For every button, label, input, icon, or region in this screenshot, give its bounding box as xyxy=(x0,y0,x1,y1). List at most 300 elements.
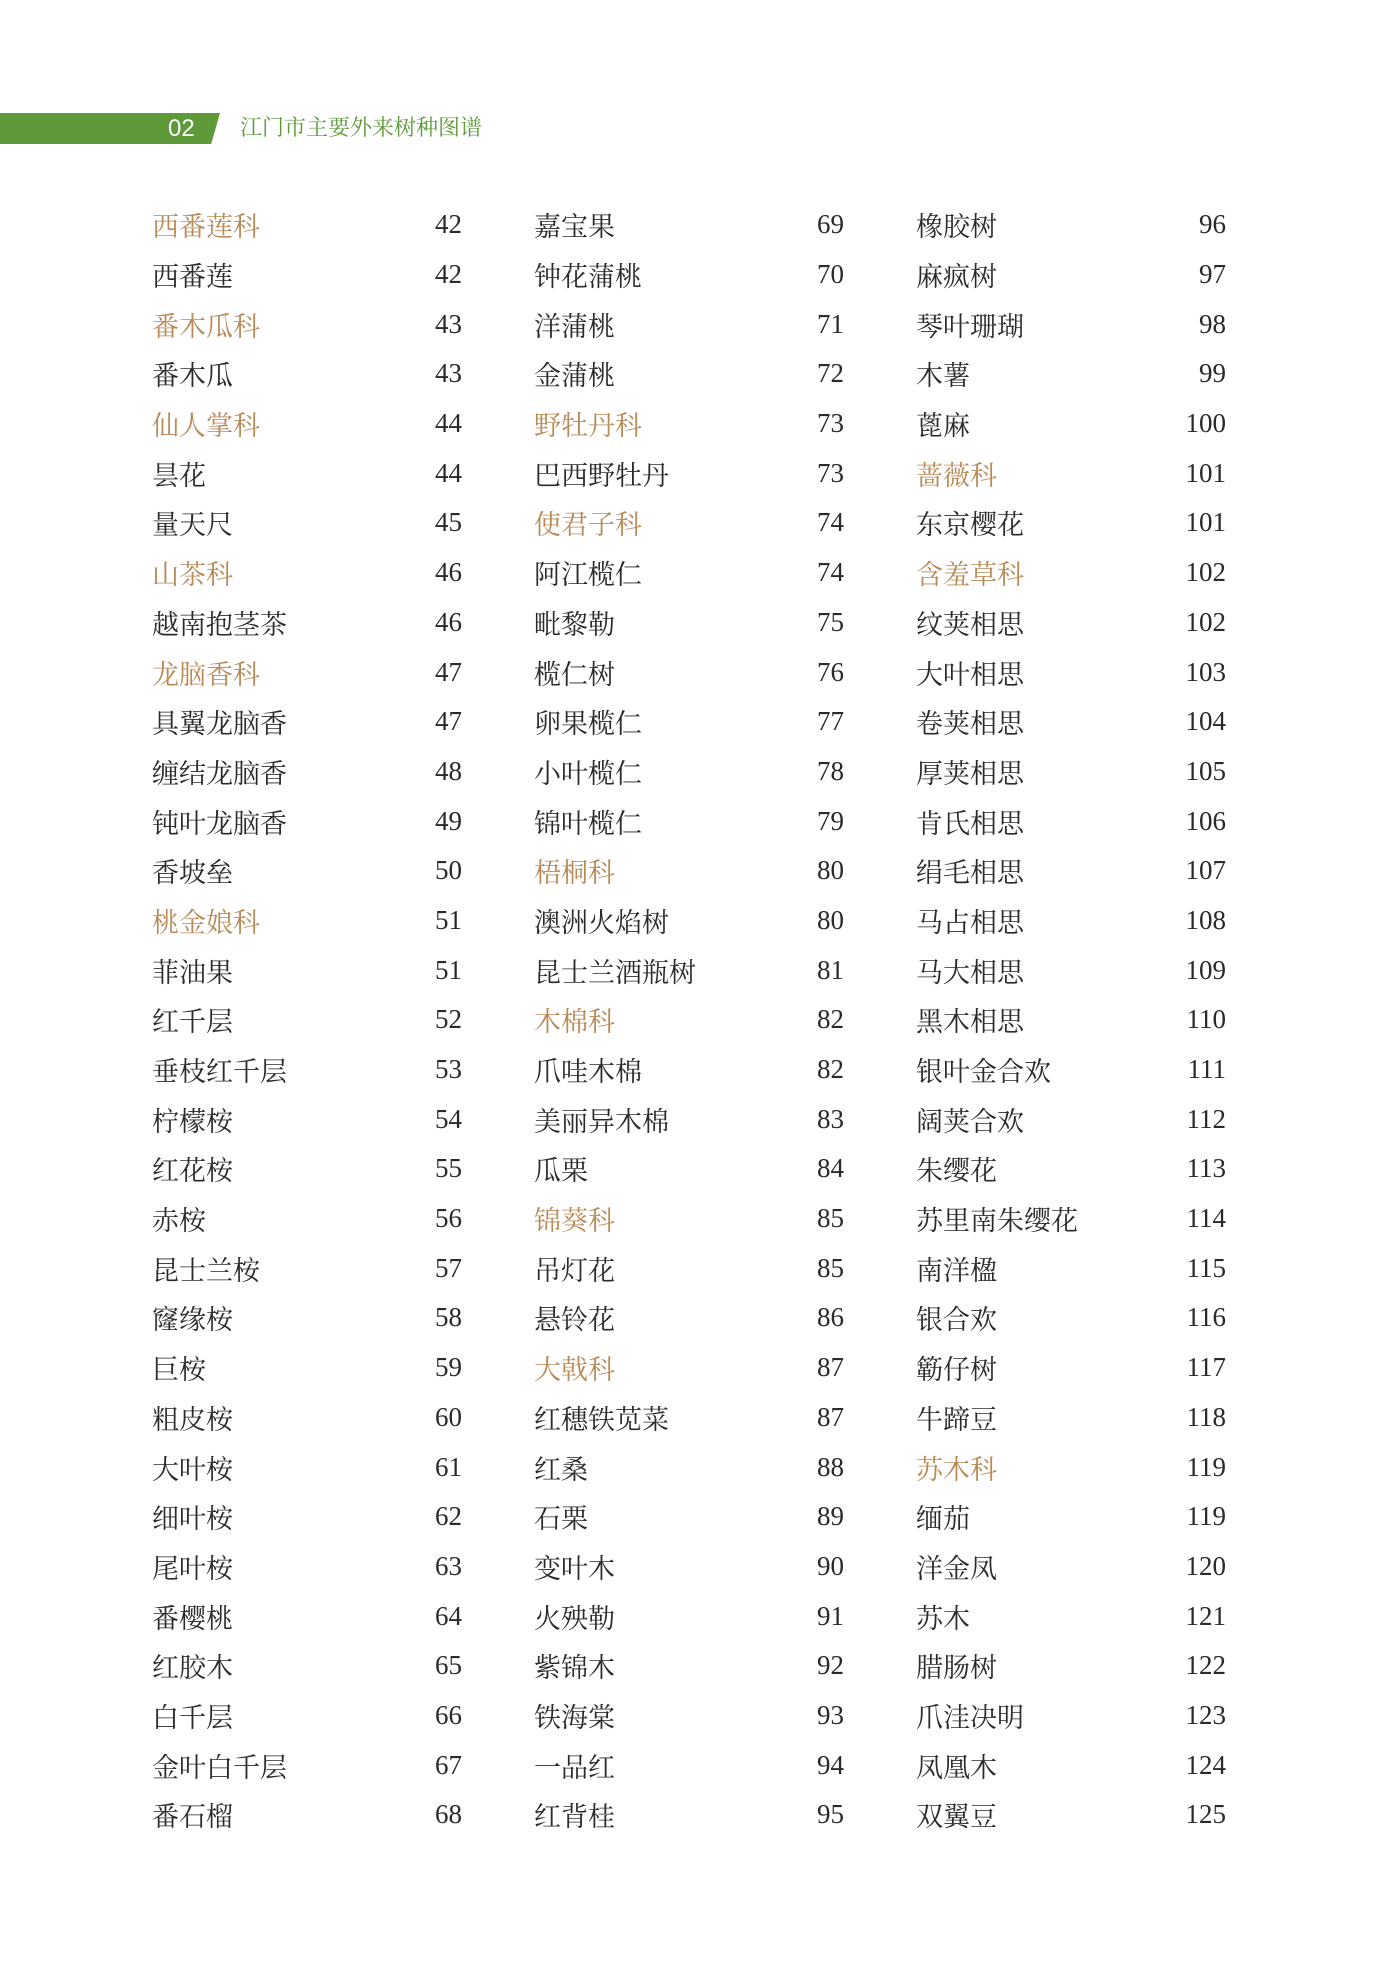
page-ref: 87 xyxy=(817,1401,844,1432)
page-ref: 74 xyxy=(817,557,844,588)
toc-species-entry[interactable] xyxy=(152,1144,462,1194)
species-name: 黑木相思 xyxy=(916,1007,1024,1039)
toc-species-entry[interactable] xyxy=(534,200,844,250)
page-ref: 78 xyxy=(817,755,844,786)
species-name: 瓜栗 xyxy=(534,1156,588,1188)
species-name: 尾叶桉 xyxy=(152,1553,233,1585)
species-name: 银叶金合欢 xyxy=(916,1057,1051,1089)
page-ref: 115 xyxy=(1186,1252,1226,1283)
toc-species-entry[interactable] xyxy=(152,796,462,846)
species-name: 钟花蒲桃 xyxy=(534,262,642,294)
family-name: 山茶科 xyxy=(152,560,233,592)
toc-species-entry[interactable] xyxy=(152,1641,462,1691)
toc-family-entry[interactable] xyxy=(152,299,462,349)
species-name: 卵果榄仁 xyxy=(534,709,642,741)
toc-family-entry[interactable] xyxy=(916,1442,1226,1492)
page-ref: 63 xyxy=(435,1550,462,1581)
page-ref: 71 xyxy=(817,308,844,339)
species-name: 昙花 xyxy=(152,460,206,492)
toc-species-entry[interactable] xyxy=(534,896,844,946)
family-name: 木棉科 xyxy=(534,1007,615,1039)
toc-column-2 xyxy=(534,200,844,1840)
page-ref: 112 xyxy=(1186,1103,1226,1134)
species-name: 大叶相思 xyxy=(916,659,1024,691)
page-ref: 95 xyxy=(817,1799,844,1830)
toc-species-entry[interactable] xyxy=(916,1691,1226,1741)
toc-species-entry[interactable] xyxy=(916,1542,1226,1592)
toc-species-entry[interactable] xyxy=(534,1442,844,1492)
page-ref: 109 xyxy=(1185,954,1226,985)
species-name: 越南抱茎茶 xyxy=(152,609,287,641)
family-name: 野牡丹科 xyxy=(534,411,642,443)
toc-species-entry[interactable] xyxy=(152,1790,462,1840)
species-name: 凤凰木 xyxy=(916,1752,997,1784)
toc-species-entry[interactable] xyxy=(916,1641,1226,1691)
toc-species-entry[interactable] xyxy=(534,647,844,697)
toc-species-entry[interactable] xyxy=(152,1343,462,1393)
species-name: 橡胶树 xyxy=(916,212,997,244)
toc-species-entry[interactable] xyxy=(916,1393,1226,1443)
toc-family-entry[interactable] xyxy=(152,548,462,598)
page-ref: 121 xyxy=(1185,1600,1226,1631)
toc-species-entry[interactable] xyxy=(916,299,1226,349)
page-ref: 42 xyxy=(435,209,462,240)
family-name: 梧桐科 xyxy=(534,858,615,890)
page-ref: 85 xyxy=(817,1203,844,1234)
toc-species-entry[interactable] xyxy=(534,1293,844,1343)
toc-species-entry[interactable] xyxy=(152,1740,462,1790)
table-of-contents xyxy=(152,200,1232,1850)
family-name: 龙脑香科 xyxy=(152,659,260,691)
page-ref: 114 xyxy=(1186,1203,1226,1234)
toc-species-entry[interactable] xyxy=(534,1045,844,1095)
toc-species-entry[interactable] xyxy=(916,945,1226,995)
species-name: 红胶木 xyxy=(152,1653,233,1685)
species-name: 缠结龙脑香 xyxy=(152,758,287,790)
family-name: 锦葵科 xyxy=(534,1206,615,1238)
toc-species-entry[interactable] xyxy=(152,697,462,747)
species-name: 红穗铁苋菜 xyxy=(534,1404,669,1436)
toc-species-entry[interactable] xyxy=(152,1243,462,1293)
page-ref: 76 xyxy=(817,656,844,687)
species-name: 垂枝红千层 xyxy=(152,1057,287,1089)
species-name: 缅茄 xyxy=(916,1504,970,1536)
page-ref: 57 xyxy=(435,1252,462,1283)
family-name: 使君子科 xyxy=(534,510,642,542)
toc-family-entry[interactable] xyxy=(152,896,462,946)
species-name: 火殃勒 xyxy=(534,1603,615,1635)
species-name: 铁海棠 xyxy=(534,1702,615,1734)
page-ref: 119 xyxy=(1186,1501,1226,1532)
page-ref: 124 xyxy=(1185,1749,1226,1780)
page-ref: 74 xyxy=(817,507,844,538)
species-name: 澳洲火焰树 xyxy=(534,907,669,939)
toc-species-entry[interactable] xyxy=(152,1492,462,1542)
page-ref: 42 xyxy=(435,259,462,290)
species-name: 红桑 xyxy=(534,1454,588,1486)
page-ref: 81 xyxy=(817,954,844,985)
book-title: 江门市主要外来树种图谱 xyxy=(240,116,483,141)
page-ref: 102 xyxy=(1185,557,1226,588)
toc-species-entry[interactable] xyxy=(152,747,462,797)
toc-species-entry[interactable] xyxy=(534,1542,844,1592)
page-ref: 82 xyxy=(817,1054,844,1085)
toc-species-entry[interactable] xyxy=(916,1790,1226,1840)
toc-species-entry[interactable] xyxy=(916,250,1226,300)
page-ref: 73 xyxy=(817,408,844,439)
toc-species-entry[interactable] xyxy=(534,349,844,399)
species-name: 细叶桉 xyxy=(152,1504,233,1536)
toc-family-entry[interactable] xyxy=(152,399,462,449)
family-name: 蔷薇科 xyxy=(916,460,997,492)
toc-family-entry[interactable] xyxy=(152,647,462,697)
species-name: 腊肠树 xyxy=(916,1653,997,1685)
species-name: 红千层 xyxy=(152,1007,233,1039)
page-ref: 105 xyxy=(1185,755,1226,786)
toc-column-1 xyxy=(152,200,462,1840)
toc-species-entry[interactable] xyxy=(916,1243,1226,1293)
page-ref: 103 xyxy=(1185,656,1226,687)
toc-family-entry[interactable] xyxy=(534,995,844,1045)
species-name: 马占相思 xyxy=(916,907,1024,939)
species-name: 肯氏相思 xyxy=(916,808,1024,840)
toc-family-entry[interactable] xyxy=(916,548,1226,598)
page-ref: 86 xyxy=(817,1302,844,1333)
toc-species-entry[interactable] xyxy=(534,299,844,349)
toc-species-entry[interactable] xyxy=(152,1094,462,1144)
page-ref: 119 xyxy=(1186,1451,1226,1482)
species-name: 卷荚相思 xyxy=(916,709,1024,741)
toc-species-entry[interactable] xyxy=(916,598,1226,648)
page-ref: 56 xyxy=(435,1203,462,1234)
page-ref: 99 xyxy=(1199,358,1226,389)
species-name: 西番莲 xyxy=(152,262,233,294)
species-name: 悬铃花 xyxy=(534,1305,615,1337)
page-ref: 101 xyxy=(1185,457,1226,488)
species-name: 阔荚合欢 xyxy=(916,1106,1024,1138)
toc-species-entry[interactable] xyxy=(916,647,1226,697)
toc-species-entry[interactable] xyxy=(152,846,462,896)
species-name: 朱缨花 xyxy=(916,1156,997,1188)
page-ref: 90 xyxy=(817,1550,844,1581)
toc-species-entry[interactable] xyxy=(916,896,1226,946)
species-name: 榄仁树 xyxy=(534,659,615,691)
page-ref: 55 xyxy=(435,1153,462,1184)
species-name: 牛蹄豆 xyxy=(916,1404,997,1436)
page-ref: 98 xyxy=(1199,308,1226,339)
species-name: 金蒲桃 xyxy=(534,361,615,393)
page-ref: 54 xyxy=(435,1103,462,1134)
toc-species-entry[interactable] xyxy=(916,349,1226,399)
toc-species-entry[interactable] xyxy=(152,1293,462,1343)
toc-species-entry[interactable] xyxy=(534,1144,844,1194)
toc-species-entry[interactable] xyxy=(916,697,1226,747)
toc-species-entry[interactable] xyxy=(534,1492,844,1542)
toc-species-entry[interactable] xyxy=(534,448,844,498)
species-name: 石栗 xyxy=(534,1504,588,1536)
page-ref: 60 xyxy=(435,1401,462,1432)
page-ref: 72 xyxy=(817,358,844,389)
species-name: 钝叶龙脑香 xyxy=(152,808,287,840)
toc-species-entry[interactable] xyxy=(916,1740,1226,1790)
page-header xyxy=(0,113,600,144)
page-ref: 67 xyxy=(435,1749,462,1780)
species-name: 番木瓜 xyxy=(152,361,233,393)
species-name: 东京樱花 xyxy=(916,510,1024,542)
page-ref: 106 xyxy=(1185,805,1226,836)
page-ref: 77 xyxy=(817,706,844,737)
page-ref: 45 xyxy=(435,507,462,538)
toc-family-entry[interactable] xyxy=(534,1343,844,1393)
page-ref: 68 xyxy=(435,1799,462,1830)
toc-species-entry[interactable] xyxy=(916,1194,1226,1244)
species-name: 巴西野牡丹 xyxy=(534,460,669,492)
species-name: 赤桉 xyxy=(152,1206,206,1238)
species-name: 蓖麻 xyxy=(916,411,970,443)
toc-species-entry[interactable] xyxy=(916,1045,1226,1095)
toc-species-entry[interactable] xyxy=(152,448,462,498)
page-ref: 100 xyxy=(1185,408,1226,439)
family-name: 苏木科 xyxy=(916,1454,997,1486)
page-ref: 49 xyxy=(435,805,462,836)
species-name: 红花桉 xyxy=(152,1156,233,1188)
toc-species-entry[interactable] xyxy=(534,796,844,846)
species-name: 紫锦木 xyxy=(534,1653,615,1685)
toc-species-entry[interactable] xyxy=(152,598,462,648)
page-ref: 111 xyxy=(1187,1054,1226,1085)
toc-species-entry[interactable] xyxy=(152,1194,462,1244)
page-ref: 120 xyxy=(1185,1550,1226,1581)
page-ref: 66 xyxy=(435,1699,462,1730)
species-name: 阿江榄仁 xyxy=(534,560,642,592)
page-ref: 91 xyxy=(817,1600,844,1631)
page-ref: 82 xyxy=(817,1004,844,1035)
species-name: 白千层 xyxy=(152,1702,233,1734)
toc-family-entry[interactable] xyxy=(916,448,1226,498)
page-ref: 122 xyxy=(1185,1650,1226,1681)
toc-species-entry[interactable] xyxy=(534,250,844,300)
page-ref: 70 xyxy=(817,259,844,290)
page-ref: 117 xyxy=(1186,1352,1226,1383)
toc-species-entry[interactable] xyxy=(152,995,462,1045)
family-name: 西番莲科 xyxy=(152,212,260,244)
toc-family-entry[interactable] xyxy=(534,399,844,449)
page-ref: 59 xyxy=(435,1352,462,1383)
species-name: 巨桉 xyxy=(152,1355,206,1387)
toc-species-entry[interactable] xyxy=(534,945,844,995)
toc-family-entry[interactable] xyxy=(534,846,844,896)
page-ref: 102 xyxy=(1185,606,1226,637)
toc-species-entry[interactable] xyxy=(916,1094,1226,1144)
page-ref: 47 xyxy=(435,656,462,687)
page-ref: 51 xyxy=(435,904,462,935)
toc-species-entry[interactable] xyxy=(534,1641,844,1691)
toc-species-entry[interactable] xyxy=(152,349,462,399)
species-name: 吊灯花 xyxy=(534,1255,615,1287)
toc-species-entry[interactable] xyxy=(916,1293,1226,1343)
page-ref: 65 xyxy=(435,1650,462,1681)
page-ref: 62 xyxy=(435,1501,462,1532)
page-ref: 113 xyxy=(1186,1153,1226,1184)
page-ref: 47 xyxy=(435,706,462,737)
toc-species-entry[interactable] xyxy=(916,796,1226,846)
page-ref: 51 xyxy=(435,954,462,985)
toc-species-entry[interactable] xyxy=(152,1393,462,1443)
toc-species-entry[interactable] xyxy=(534,1691,844,1741)
page-ref: 87 xyxy=(817,1352,844,1383)
page-ref: 85 xyxy=(817,1252,844,1283)
toc-species-entry[interactable] xyxy=(916,747,1226,797)
species-name: 麻疯树 xyxy=(916,262,997,294)
page-ref: 79 xyxy=(817,805,844,836)
family-name: 桃金娘科 xyxy=(152,907,260,939)
family-name: 番木瓜科 xyxy=(152,311,260,343)
species-name: 双翼豆 xyxy=(916,1802,997,1834)
species-name: 木薯 xyxy=(916,361,970,393)
species-name: 爪哇木棉 xyxy=(534,1057,642,1089)
page-ref: 61 xyxy=(435,1451,462,1482)
species-name: 柠檬桉 xyxy=(152,1106,233,1138)
species-name: 大叶桉 xyxy=(152,1454,233,1486)
page-ref: 108 xyxy=(1185,904,1226,935)
species-name: 美丽异木棉 xyxy=(534,1106,669,1138)
species-name: 南洋楹 xyxy=(916,1255,997,1287)
page-ref: 53 xyxy=(435,1054,462,1085)
page-ref: 69 xyxy=(817,209,844,240)
species-name: 银合欢 xyxy=(916,1305,997,1337)
page-ref: 116 xyxy=(1186,1302,1226,1333)
species-name: 昆士兰酒瓶树 xyxy=(534,957,696,989)
species-name: 爪洼决明 xyxy=(916,1702,1024,1734)
page-ref: 125 xyxy=(1185,1799,1226,1830)
species-name: 毗黎勒 xyxy=(534,609,615,641)
species-name: 小叶榄仁 xyxy=(534,758,642,790)
species-name: 番樱桃 xyxy=(152,1603,233,1635)
page-ref: 92 xyxy=(817,1650,844,1681)
species-name: 番石榴 xyxy=(152,1802,233,1834)
toc-species-entry[interactable] xyxy=(916,1591,1226,1641)
family-name: 仙人掌科 xyxy=(152,411,260,443)
species-name: 窿缘桉 xyxy=(152,1305,233,1337)
page-ref: 107 xyxy=(1185,855,1226,886)
page-ref: 64 xyxy=(435,1600,462,1631)
page-ref: 80 xyxy=(817,855,844,886)
toc-species-entry[interactable] xyxy=(534,548,844,598)
family-name: 大戟科 xyxy=(534,1355,615,1387)
page-ref: 83 xyxy=(817,1103,844,1134)
species-name: 苏里南朱缨花 xyxy=(916,1206,1078,1238)
page-ref: 94 xyxy=(817,1749,844,1780)
page-ref: 93 xyxy=(817,1699,844,1730)
page-ref: 89 xyxy=(817,1501,844,1532)
family-name: 含羞草科 xyxy=(916,560,1024,592)
page-ref: 52 xyxy=(435,1004,462,1035)
toc-column-3 xyxy=(916,200,1226,1840)
species-name: 香坡垒 xyxy=(152,858,233,890)
species-name: 洋蒲桃 xyxy=(534,311,615,343)
toc-species-entry[interactable] xyxy=(534,1094,844,1144)
toc-species-entry[interactable] xyxy=(534,1591,844,1641)
toc-species-entry[interactable] xyxy=(534,1790,844,1840)
page-ref: 123 xyxy=(1185,1699,1226,1730)
toc-species-entry[interactable] xyxy=(152,1591,462,1641)
page-ref: 73 xyxy=(817,457,844,488)
page-ref: 88 xyxy=(817,1451,844,1482)
page-ref: 44 xyxy=(435,457,462,488)
species-name: 锦叶榄仁 xyxy=(534,808,642,840)
species-name: 绢毛相思 xyxy=(916,858,1024,890)
toc-species-entry[interactable] xyxy=(152,1542,462,1592)
toc-species-entry[interactable] xyxy=(534,1740,844,1790)
toc-species-entry[interactable] xyxy=(152,1691,462,1741)
toc-species-entry[interactable] xyxy=(916,1343,1226,1393)
species-name: 变叶木 xyxy=(534,1553,615,1585)
page-ref: 44 xyxy=(435,408,462,439)
species-name: 簕仔树 xyxy=(916,1355,997,1387)
page-ref: 43 xyxy=(435,358,462,389)
species-name: 嘉宝果 xyxy=(534,212,615,244)
toc-species-entry[interactable] xyxy=(916,498,1226,548)
toc-species-entry[interactable] xyxy=(534,1243,844,1293)
page-ref: 75 xyxy=(817,606,844,637)
page-number: 02 xyxy=(168,115,195,142)
toc-species-entry[interactable] xyxy=(534,747,844,797)
toc-species-entry[interactable] xyxy=(916,200,1226,250)
species-name: 具翼龙脑香 xyxy=(152,709,287,741)
toc-species-entry[interactable] xyxy=(152,1045,462,1095)
page-ref: 97 xyxy=(1199,259,1226,290)
species-name: 金叶白千层 xyxy=(152,1752,287,1784)
toc-family-entry[interactable] xyxy=(534,498,844,548)
page-ref: 96 xyxy=(1199,209,1226,240)
page-ref: 101 xyxy=(1185,507,1226,538)
species-name: 一品红 xyxy=(534,1752,615,1784)
species-name: 马大相思 xyxy=(916,957,1024,989)
toc-species-entry[interactable] xyxy=(152,498,462,548)
toc-species-entry[interactable] xyxy=(534,697,844,747)
toc-species-entry[interactable] xyxy=(152,250,462,300)
page-ref: 48 xyxy=(435,755,462,786)
species-name: 苏木 xyxy=(916,1603,970,1635)
species-name: 昆士兰桉 xyxy=(152,1255,260,1287)
species-name: 洋金凤 xyxy=(916,1553,997,1585)
toc-species-entry[interactable] xyxy=(916,399,1226,449)
species-name: 厚荚相思 xyxy=(916,758,1024,790)
species-name: 琴叶珊瑚 xyxy=(916,311,1024,343)
page-ref: 110 xyxy=(1186,1004,1226,1035)
toc-species-entry[interactable] xyxy=(152,1442,462,1492)
page-ref: 104 xyxy=(1185,706,1226,737)
toc-family-entry[interactable] xyxy=(152,200,462,250)
toc-species-entry[interactable] xyxy=(534,598,844,648)
species-name: 量天尺 xyxy=(152,510,233,542)
page-ref: 80 xyxy=(817,904,844,935)
toc-species-entry[interactable] xyxy=(916,846,1226,896)
species-name: 粗皮桉 xyxy=(152,1404,233,1436)
toc-species-entry[interactable] xyxy=(534,1393,844,1443)
page-ref: 84 xyxy=(817,1153,844,1184)
toc-species-entry[interactable] xyxy=(916,1144,1226,1194)
toc-species-entry[interactable] xyxy=(916,995,1226,1045)
species-name: 纹荚相思 xyxy=(916,609,1024,641)
toc-species-entry[interactable] xyxy=(152,945,462,995)
page-ref: 118 xyxy=(1186,1401,1226,1432)
toc-family-entry[interactable] xyxy=(534,1194,844,1244)
toc-species-entry[interactable] xyxy=(916,1492,1226,1542)
species-name: 红背桂 xyxy=(534,1802,615,1834)
species-name: 菲油果 xyxy=(152,957,233,989)
page-ref: 43 xyxy=(435,308,462,339)
